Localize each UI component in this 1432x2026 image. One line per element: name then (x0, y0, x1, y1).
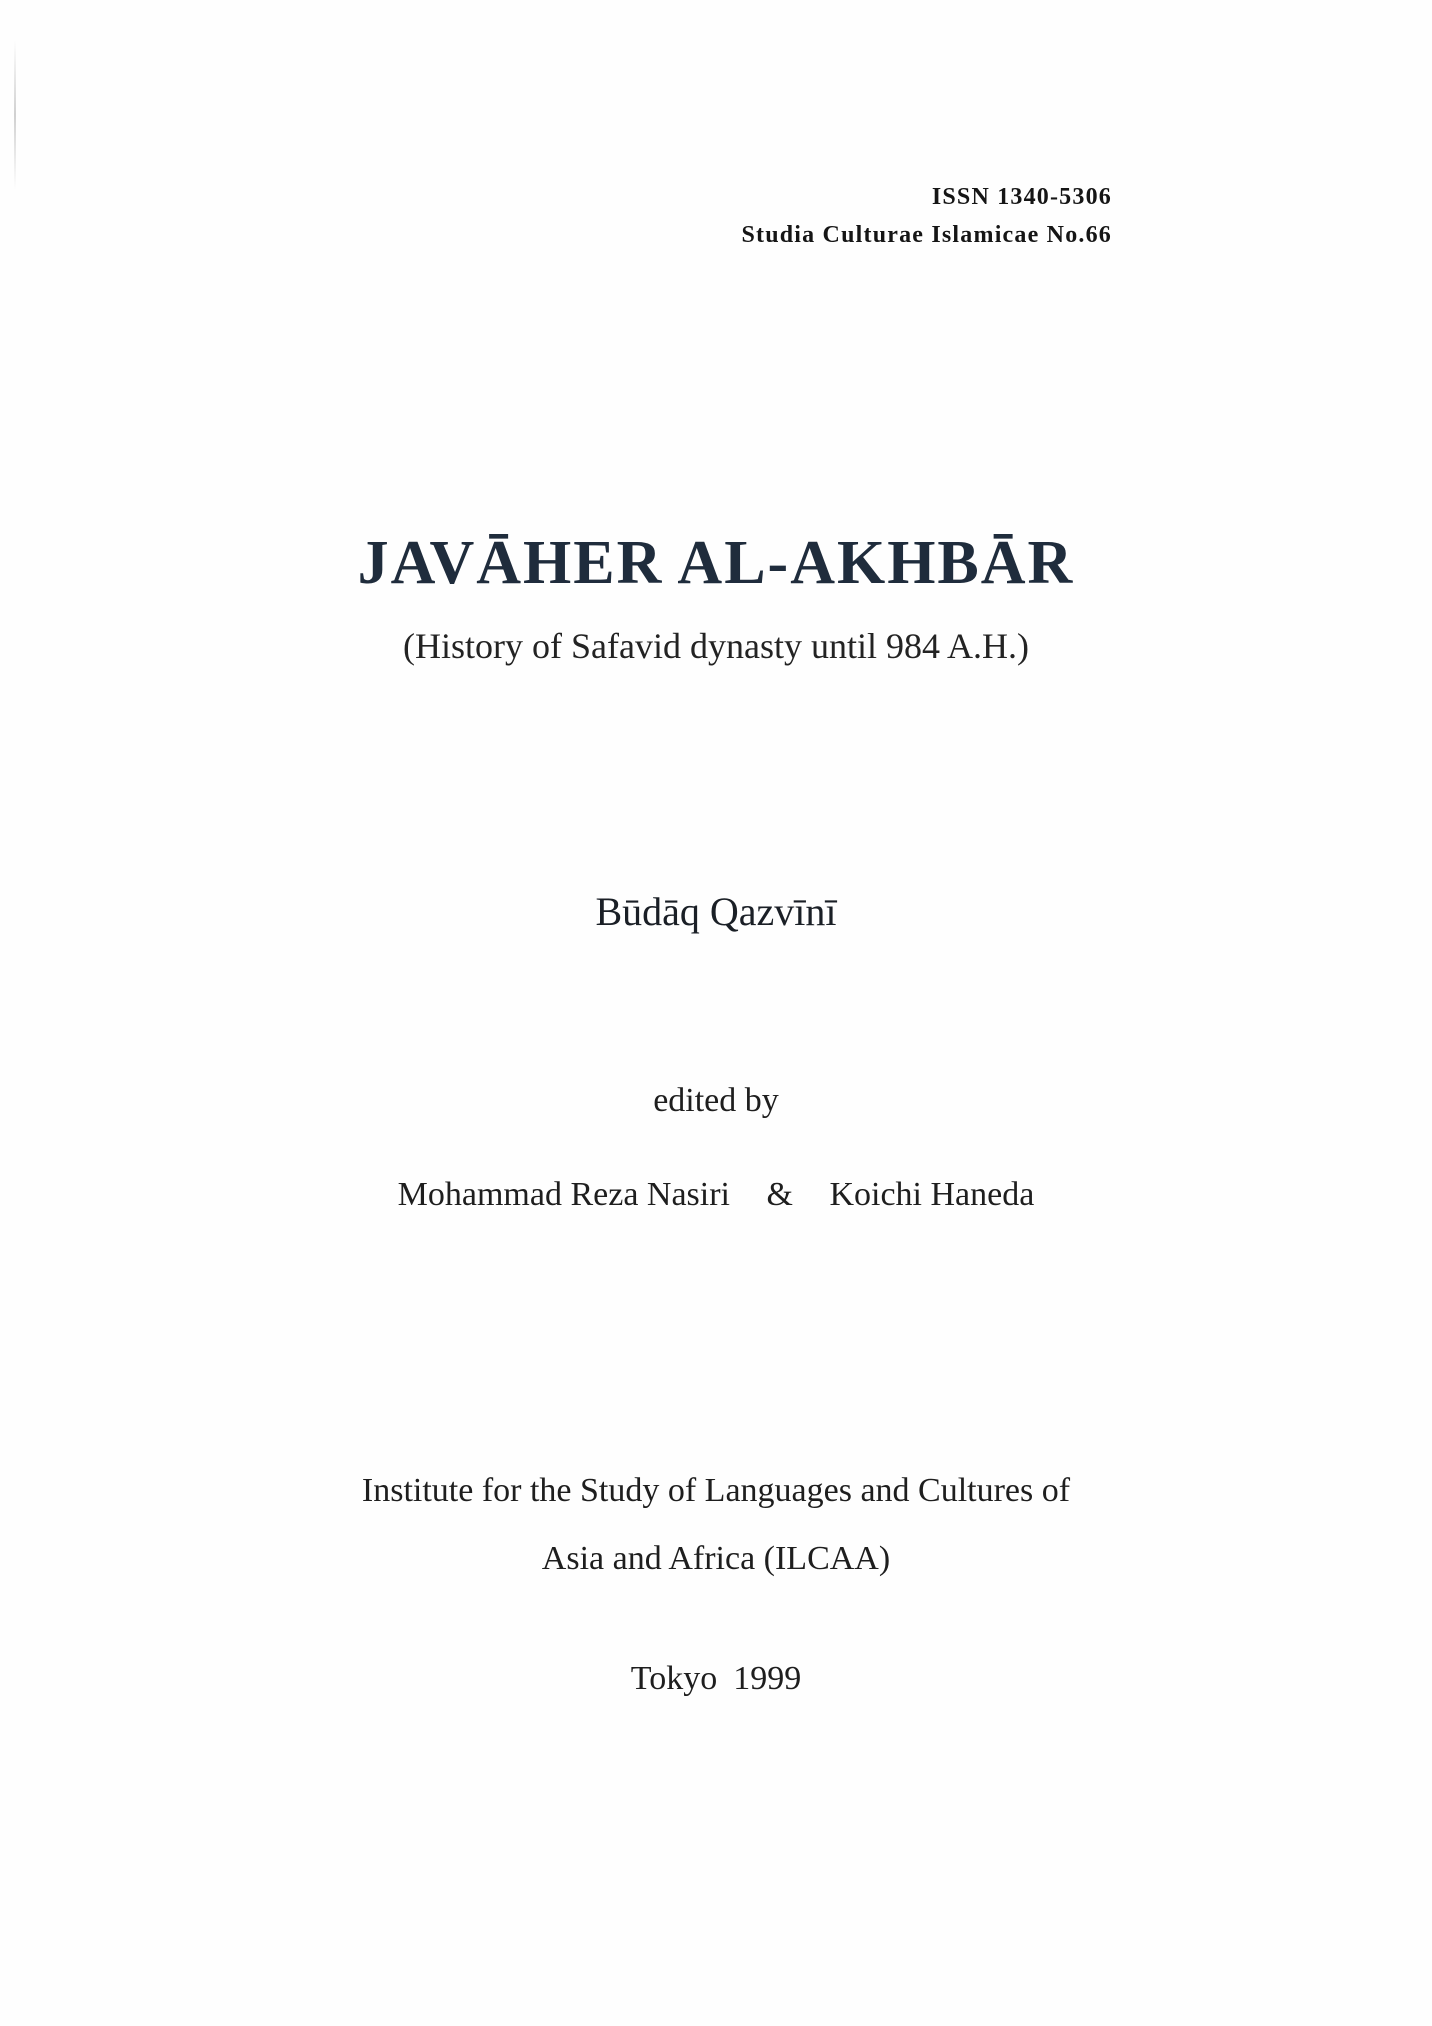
imprint-place: Tokyo (630, 1660, 718, 1697)
editor-name-first: Mohammad Reza Nasiri (397, 1176, 731, 1213)
scan-edge-mark (14, 40, 16, 190)
author-name: Būdāq Qazvīnī (595, 889, 837, 934)
editors-line (0, 1176, 1432, 1214)
editor-name-second: Koichi Haneda (829, 1176, 1035, 1213)
publisher-line-2: Asia and Africa (ILCAA) (541, 1540, 891, 1577)
book-title: JAVĀHER AL-AKHBĀR (357, 529, 1075, 597)
edited-by-label: edited by (653, 1082, 779, 1119)
editors-ampersand: & (766, 1176, 793, 1213)
publisher-line-1: Institute for the Study of Languages and Cultures of (361, 1472, 1071, 1509)
imprint-line (0, 1660, 1432, 1698)
series-name-line: Studia Culturae Islamicae No.66 (741, 222, 1112, 248)
series-info (741, 178, 1112, 254)
book-subtitle: (History of Safavid dynasty until 984 A.H.) (403, 626, 1029, 666)
publisher-block (0, 1457, 1432, 1593)
issn-line: ISSN 1340-5306 (931, 184, 1112, 210)
imprint-year: 1999 (733, 1660, 802, 1697)
